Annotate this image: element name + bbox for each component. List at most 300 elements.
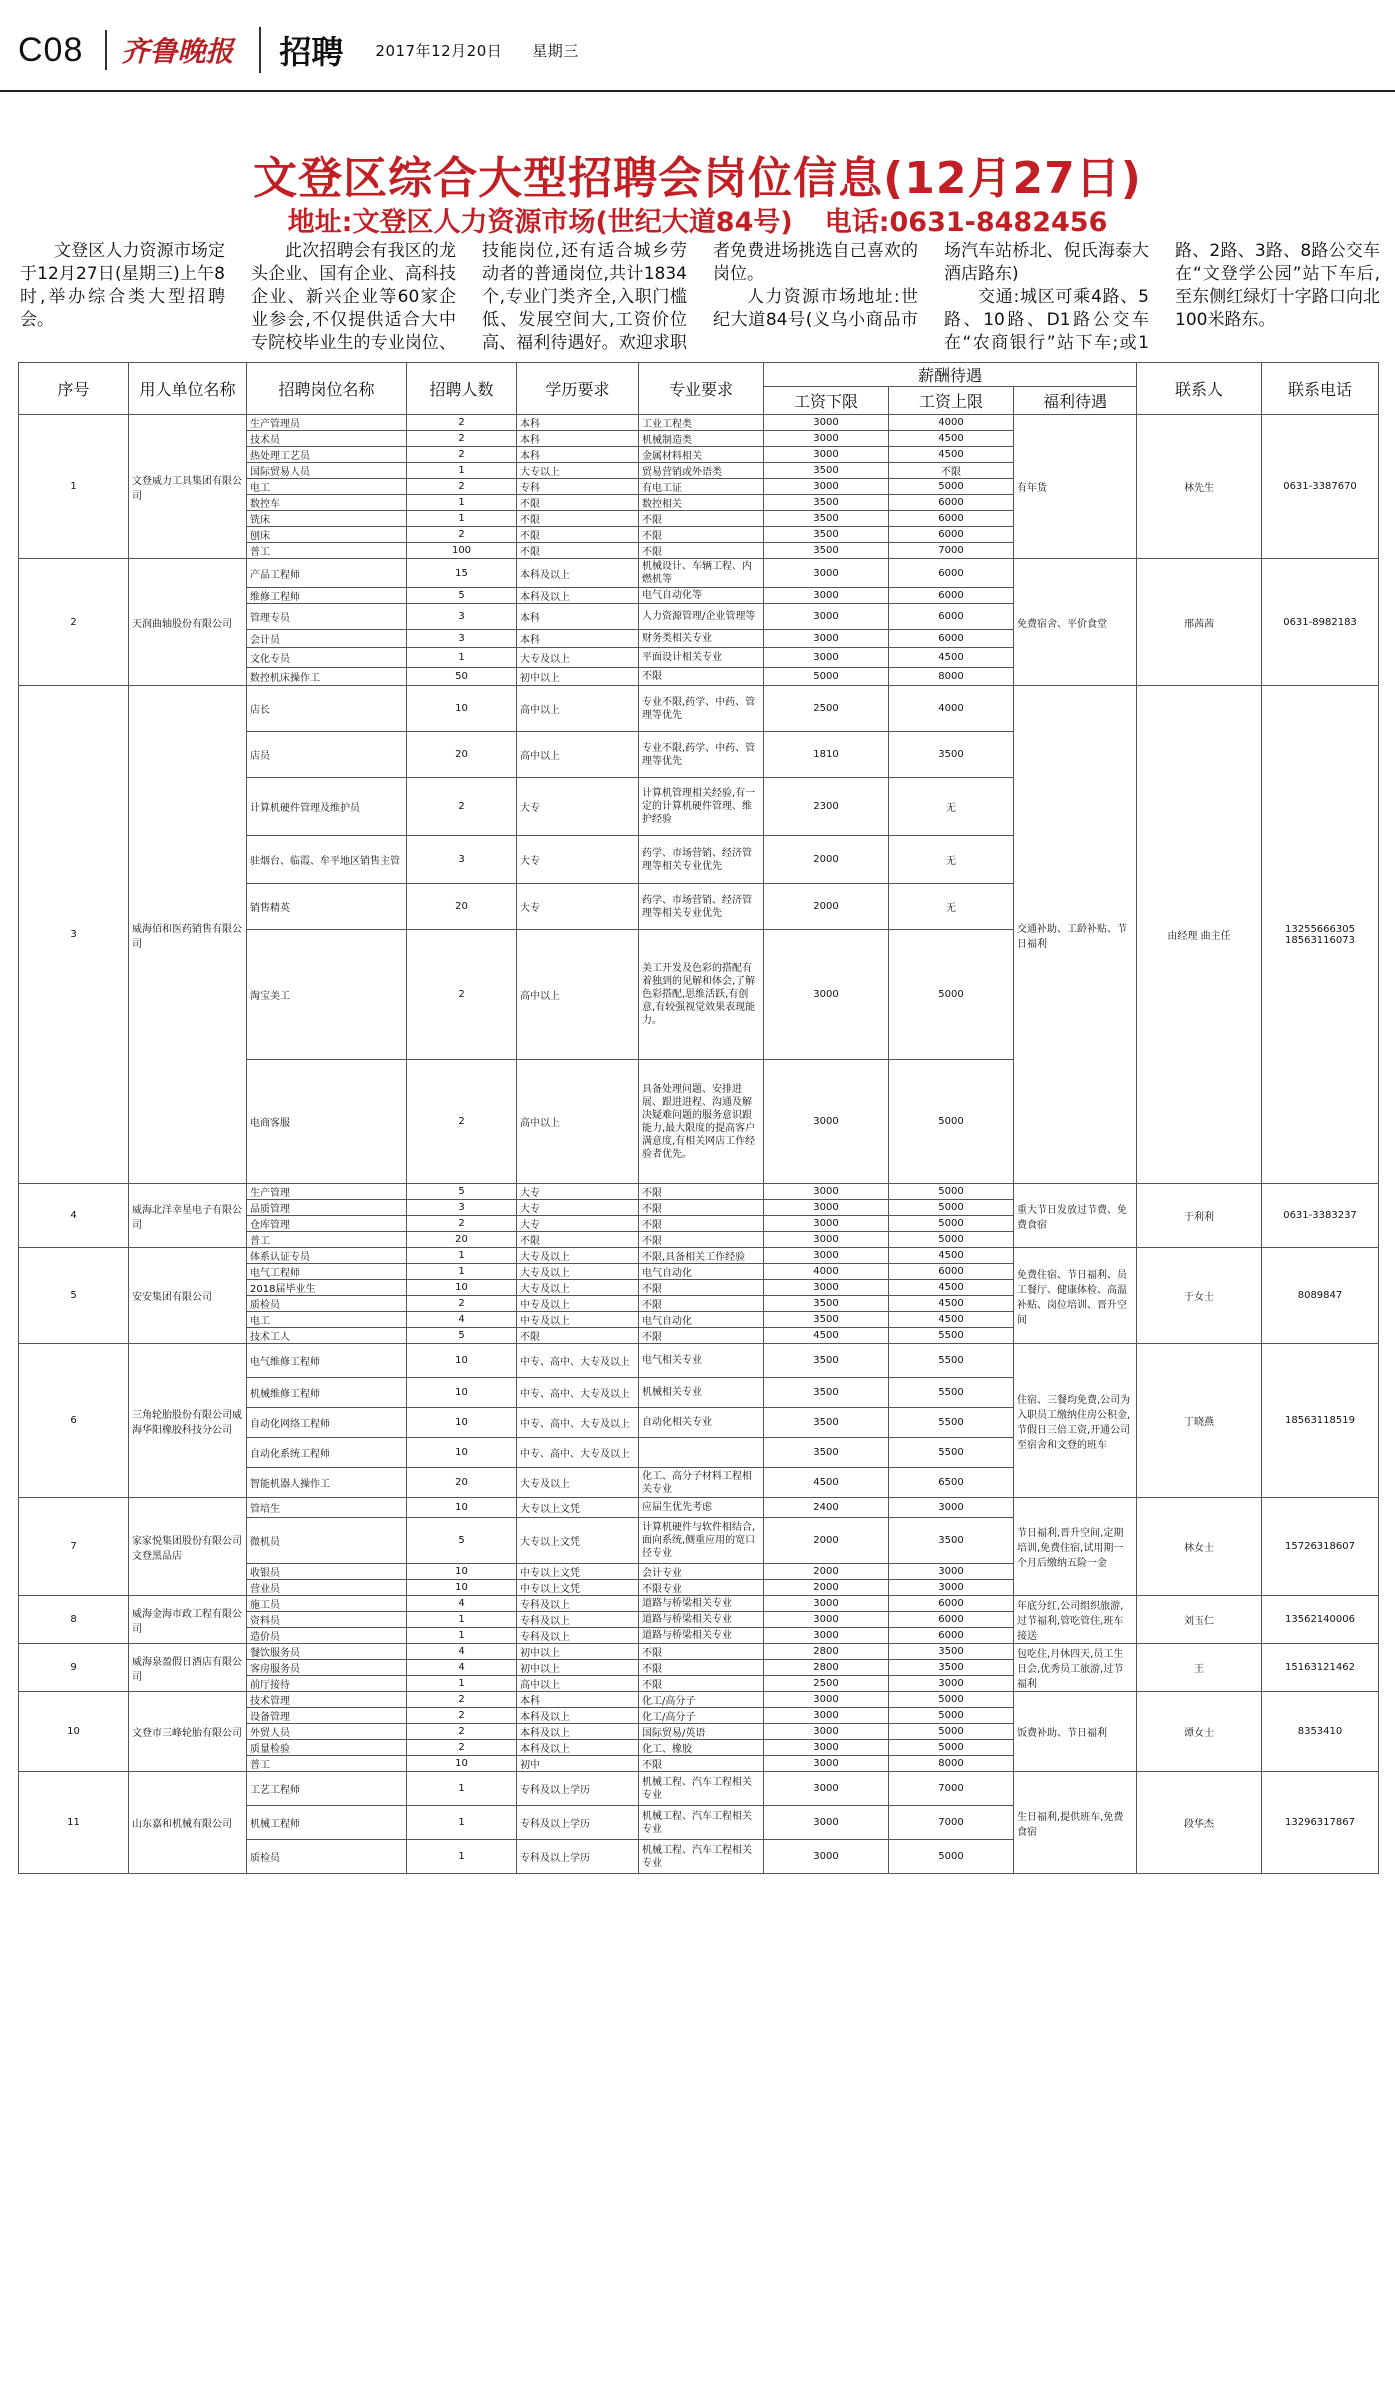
salary-high: 5000 [889, 1692, 1014, 1708]
education-requirement: 中专、高中、大专及以上 [517, 1408, 639, 1438]
intro-paragraph: 文登区人力资源市场定于12月27日(星期三)上午8时,举办综合类大型招聘会。 [20, 241, 225, 330]
major-requirement: 机械设计、车辆工程、内燃机等 [639, 559, 764, 588]
company-name: 三角轮胎股份有限公司威海华阳橡胶科技分公司 [129, 1344, 247, 1498]
contact-person: 丁晓燕 [1137, 1344, 1262, 1498]
position-name: 电气工程师 [247, 1264, 407, 1280]
education-requirement: 大专以上 [517, 463, 639, 479]
company-name: 文登威力工具集团有限公司 [129, 415, 247, 559]
headcount: 10 [407, 1280, 517, 1296]
salary-high: 6000 [889, 1628, 1014, 1644]
position-name: 资料员 [247, 1612, 407, 1628]
salary-high: 6000 [889, 604, 1014, 630]
table-row [19, 559, 1379, 588]
headcount: 3 [407, 604, 517, 630]
headcount: 4 [407, 1660, 517, 1676]
salary-low: 4500 [764, 1328, 889, 1344]
company-name: 家家悦集团股份有限公司文登黑品店 [129, 1498, 247, 1596]
headcount: 50 [407, 668, 517, 686]
position-name: 设备管理 [247, 1708, 407, 1724]
education-requirement: 初中 [517, 1756, 639, 1772]
headcount: 3 [407, 836, 517, 884]
education-requirement: 高中以上 [517, 930, 639, 1060]
major-requirement: 专业不限,药学、中药、管理等优先 [639, 686, 764, 732]
salary-high: 5500 [889, 1344, 1014, 1378]
major-requirement: 不限 [639, 1296, 764, 1312]
education-requirement: 初中以上 [517, 1660, 639, 1676]
education-requirement: 中专及以上 [517, 1312, 639, 1328]
headcount: 10 [407, 1438, 517, 1468]
headcount: 1 [407, 1628, 517, 1644]
education-requirement: 本科 [517, 431, 639, 447]
headcount: 10 [407, 1580, 517, 1596]
salary-low: 3500 [764, 1344, 889, 1378]
education-requirement: 本科及以上 [517, 588, 639, 604]
table-row [19, 1248, 1379, 1264]
education-requirement: 大专及以上 [517, 1280, 639, 1296]
education-requirement: 高中以上 [517, 686, 639, 732]
major-requirement: 不限 [639, 543, 764, 559]
salary-low: 3000 [764, 1724, 889, 1740]
salary-high: 5500 [889, 1328, 1014, 1344]
salary-high: 6000 [889, 527, 1014, 543]
company-number: 8 [19, 1596, 129, 1644]
page-number: C08 [18, 30, 84, 69]
education-requirement: 大专 [517, 1216, 639, 1232]
salary-high: 4500 [889, 1296, 1014, 1312]
major-requirement: 自动化相关专业 [639, 1408, 764, 1438]
salary-low: 3000 [764, 1692, 889, 1708]
education-requirement: 中专以上文凭 [517, 1580, 639, 1596]
contact-phone: 0631-3383237 [1262, 1184, 1379, 1248]
contact-phone: 15163121462 [1262, 1644, 1379, 1692]
position-name: 数控车 [247, 495, 407, 511]
headcount: 1 [407, 1264, 517, 1280]
salary-high: 3500 [889, 1660, 1014, 1676]
major-requirement: 国际贸易/英语 [639, 1724, 764, 1740]
major-requirement: 机械制造类 [639, 431, 764, 447]
table-header [19, 363, 1379, 415]
salary-high: 4500 [889, 431, 1014, 447]
education-requirement: 不限 [517, 1328, 639, 1344]
salary-low: 3000 [764, 630, 889, 648]
headcount: 10 [407, 1378, 517, 1408]
position-name: 生产管理 [247, 1184, 407, 1200]
headcount: 20 [407, 1232, 517, 1248]
position-name: 热处理工艺员 [247, 447, 407, 463]
education-requirement: 中专、高中、大专及以上 [517, 1378, 639, 1408]
education-requirement: 专科 [517, 479, 639, 495]
education-requirement: 中专、高中、大专及以上 [517, 1438, 639, 1468]
salary-high: 6000 [889, 1612, 1014, 1628]
contact-person: 谭女士 [1137, 1692, 1262, 1772]
salary-high: 3500 [889, 1518, 1014, 1564]
weekday-text: 星期三 [532, 41, 579, 60]
newspaper-logo: 齐鲁晚报 [105, 30, 233, 70]
salary-high: 6000 [889, 630, 1014, 648]
salary-high: 4000 [889, 415, 1014, 431]
headcount: 1 [407, 1676, 517, 1692]
header-education: 学历要求 [517, 363, 639, 415]
major-requirement: 药学、市场营销、经济管理等相关专业优先 [639, 884, 764, 930]
headcount: 2 [407, 1708, 517, 1724]
company-name: 威海泉盈假日酒店有限公司 [129, 1644, 247, 1692]
position-name: 技术员 [247, 431, 407, 447]
education-requirement: 大专 [517, 1184, 639, 1200]
header-benefits: 福利待遇 [1014, 387, 1137, 415]
position-name: 智能机器人操作工 [247, 1468, 407, 1498]
header-position: 招聘岗位名称 [247, 363, 407, 415]
company-number: 1 [19, 415, 129, 559]
education-requirement: 初中以上 [517, 668, 639, 686]
education-requirement: 大专 [517, 778, 639, 836]
salary-high: 6000 [889, 511, 1014, 527]
contact-person: 邢茜茜 [1137, 559, 1262, 686]
position-name: 质量检验 [247, 1740, 407, 1756]
salary-high: 4500 [889, 648, 1014, 668]
salary-low: 2000 [764, 1564, 889, 1580]
position-name: 计算机硬件管理及维护员 [247, 778, 407, 836]
headcount: 10 [407, 1498, 517, 1518]
salary-low: 3000 [764, 447, 889, 463]
salary-high: 5000 [889, 1060, 1014, 1184]
position-name: 电工 [247, 1312, 407, 1328]
header-rule [0, 90, 1395, 92]
contact-person: 林先生 [1137, 415, 1262, 559]
salary-high: 5000 [889, 1200, 1014, 1216]
education-requirement: 中专及以上 [517, 1296, 639, 1312]
salary-low: 3000 [764, 1248, 889, 1264]
salary-low: 3000 [764, 604, 889, 630]
table-row [19, 415, 1379, 431]
education-requirement: 不限 [517, 527, 639, 543]
major-requirement: 不限 [639, 668, 764, 686]
contact-person: 于女士 [1137, 1248, 1262, 1344]
table-row [19, 686, 1379, 732]
headcount: 2 [407, 431, 517, 447]
table-row [19, 1184, 1379, 1200]
benefits: 住宿、三餐均免费,公司为入职员工缴纳住房公积金,节假日三倍工资,开通公司至宿舍和文登的班车 [1014, 1344, 1137, 1498]
salary-high: 7000 [889, 543, 1014, 559]
contact-phone: 8089847 [1262, 1248, 1379, 1344]
major-requirement: 不限 [639, 1676, 764, 1692]
header-contact: 联系人 [1137, 363, 1262, 415]
education-requirement: 大专及以上 [517, 1264, 639, 1280]
major-requirement: 不限 [639, 511, 764, 527]
salary-high: 5500 [889, 1408, 1014, 1438]
salary-low: 2000 [764, 884, 889, 930]
phone-text: 电话:0631-8482456 [824, 207, 1108, 238]
education-requirement: 大专以上文凭 [517, 1498, 639, 1518]
headcount: 1 [407, 1248, 517, 1264]
major-requirement: 电气自动化 [639, 1312, 764, 1328]
intro-paragraph: 此次招聘会有我区的龙头企业、国有企业、高科技企业、新兴企业等60家企业参会,不仅提供适合大中专院校毕业生的专业岗位、技能岗位,还有适合城乡劳动者的普通岗位,共计1834个,专业门类齐全,入职门槛低、发展空间大,工资价位高、福利待遇好。欢迎求职者免费进场挑选自己喜欢的岗位。 [251, 241, 918, 353]
education-requirement: 大专 [517, 1200, 639, 1216]
company-number: 6 [19, 1344, 129, 1498]
header-major: 专业要求 [639, 363, 764, 415]
position-name: 生产管理员 [247, 415, 407, 431]
salary-high: 3000 [889, 1498, 1014, 1518]
position-name: 技术管理 [247, 1692, 407, 1708]
salary-high: 6000 [889, 588, 1014, 604]
position-name: 管理专员 [247, 604, 407, 630]
benefits: 饭费补助、节日福利 [1014, 1692, 1137, 1772]
salary-low: 5000 [764, 668, 889, 686]
salary-high: 6000 [889, 1264, 1014, 1280]
contact-phone: 8353410 [1262, 1692, 1379, 1772]
major-requirement: 计算机硬件与软件相结合,面向系统,侧重应用的宽口径专业 [639, 1518, 764, 1564]
company-number: 2 [19, 559, 129, 686]
headcount: 20 [407, 884, 517, 930]
headcount: 2 [407, 1724, 517, 1740]
company-number: 11 [19, 1772, 129, 1874]
contact-person: 段华杰 [1137, 1772, 1262, 1874]
salary-low: 3000 [764, 1740, 889, 1756]
salary-low: 2800 [764, 1660, 889, 1676]
position-name: 淘宝美工 [247, 930, 407, 1060]
major-requirement: 贸易营销或外语类 [639, 463, 764, 479]
header-salary-high: 工资上限 [889, 387, 1014, 415]
major-requirement: 不限 [639, 1756, 764, 1772]
headcount: 10 [407, 686, 517, 732]
salary-high: 无 [889, 836, 1014, 884]
major-requirement: 应届生优先考虑 [639, 1498, 764, 1518]
major-requirement: 平面设计相关专业 [639, 648, 764, 668]
salary-high: 3000 [889, 1564, 1014, 1580]
major-requirement: 化工/高分子 [639, 1692, 764, 1708]
education-requirement: 不限 [517, 495, 639, 511]
salary-high: 5000 [889, 1724, 1014, 1740]
major-requirement: 具备处理问题、安排进展、跟进进程、沟通及解决疑难问题的服务意识跟能力,最大限度的提高客户满意度,有相关网店工作经验者优先。 [639, 1060, 764, 1184]
education-requirement: 专科及以上学历 [517, 1772, 639, 1806]
contact-person: 由经理 曲主任 [1137, 686, 1262, 1184]
salary-low: 3000 [764, 930, 889, 1060]
article-headline: 文登区综合大型招聘会岗位信息(12月27日) [253, 153, 1142, 204]
major-requirement: 药学、市场营销、经济管理等相关专业优先 [639, 836, 764, 884]
major-requirement: 机械工程、汽车工程相关专业 [639, 1772, 764, 1806]
salary-low: 3500 [764, 1312, 889, 1328]
headcount: 10 [407, 1344, 517, 1378]
education-requirement: 大专及以上 [517, 648, 639, 668]
salary-high: 5500 [889, 1438, 1014, 1468]
headcount: 1 [407, 1806, 517, 1840]
salary-high: 6000 [889, 559, 1014, 588]
major-requirement: 电气自动化等 [639, 588, 764, 604]
education-requirement: 中专以上文凭 [517, 1564, 639, 1580]
headcount: 1 [407, 511, 517, 527]
major-requirement: 不限 [639, 1660, 764, 1676]
major-requirement: 电气相关专业 [639, 1344, 764, 1378]
education-requirement: 专科及以上 [517, 1596, 639, 1612]
salary-low: 2500 [764, 686, 889, 732]
address-text: 地址:文登区人力资源市场(世纪大道84号) [287, 207, 793, 238]
position-name: 电工 [247, 479, 407, 495]
position-name: 机械维修工程师 [247, 1378, 407, 1408]
salary-high: 4000 [889, 686, 1014, 732]
major-requirement: 不限专业 [639, 1580, 764, 1596]
salary-low: 3500 [764, 1438, 889, 1468]
company-number: 7 [19, 1498, 129, 1596]
education-requirement: 本科 [517, 415, 639, 431]
table-row [19, 1692, 1379, 1708]
company-name: 威海北洋幸星电子有限公司 [129, 1184, 247, 1248]
position-name: 仓库管理 [247, 1216, 407, 1232]
salary-low: 2000 [764, 836, 889, 884]
contact-phone: 0631-3387670 [1262, 415, 1379, 559]
major-requirement: 会计专业 [639, 1564, 764, 1580]
position-name: 数控机床操作工 [247, 668, 407, 686]
salary-high: 5000 [889, 1740, 1014, 1756]
company-number: 10 [19, 1692, 129, 1772]
headcount: 2 [407, 479, 517, 495]
intro-text [20, 240, 1380, 356]
education-requirement: 本科及以上 [517, 559, 639, 588]
education-requirement: 大专及以上 [517, 1468, 639, 1498]
benefits: 节日福利,晋升空间,定期培训,免费住宿,试用期一个月后缴纳五险一金 [1014, 1498, 1137, 1596]
major-requirement: 电气自动化 [639, 1264, 764, 1280]
headcount: 1 [407, 495, 517, 511]
headcount: 10 [407, 1408, 517, 1438]
intro-paragraph: 人力资源市场地址:世纪大道84号(义乌小商品市场汽车站桥北、倪氏海泰大酒店路东) [713, 241, 1149, 330]
salary-low: 3500 [764, 495, 889, 511]
position-name: 产品工程师 [247, 559, 407, 588]
salary-high: 5000 [889, 1216, 1014, 1232]
major-requirement: 机械工程、汽车工程相关专业 [639, 1806, 764, 1840]
position-name: 餐饮服务员 [247, 1644, 407, 1660]
position-name: 维修工程师 [247, 588, 407, 604]
company-name: 文登市三峰轮胎有限公司 [129, 1692, 247, 1772]
headcount: 4 [407, 1644, 517, 1660]
major-requirement: 道路与桥梁相关专业 [639, 1612, 764, 1628]
position-name: 施工员 [247, 1596, 407, 1612]
intro-paragraph: 交通:城区可乘4路、5路、10路、D1路公交车在“农商银行”站下车;或1路、2路、3路、8路公交车在“文登学公园”站下车后,至东侧红绿灯十字路口向北100米路东。 [944, 241, 1380, 353]
headcount: 1 [407, 1772, 517, 1806]
salary-low: 3000 [764, 1596, 889, 1612]
contact-phone: 13296317867 [1262, 1772, 1379, 1874]
education-requirement: 初中以上 [517, 1644, 639, 1660]
salary-high: 5000 [889, 1184, 1014, 1200]
salary-low: 3000 [764, 559, 889, 588]
major-requirement: 不限 [639, 1216, 764, 1232]
salary-low: 3000 [764, 1806, 889, 1840]
salary-low: 3500 [764, 1408, 889, 1438]
company-name: 山东嘉和机械有限公司 [129, 1772, 247, 1874]
headcount: 20 [407, 1468, 517, 1498]
salary-low: 2500 [764, 1676, 889, 1692]
company-name: 威海佰和医药销售有限公司 [129, 686, 247, 1184]
company-name: 安安集团有限公司 [129, 1248, 247, 1344]
salary-low: 2000 [764, 1518, 889, 1564]
salary-low: 3000 [764, 1280, 889, 1296]
education-requirement: 不限 [517, 511, 639, 527]
education-requirement: 大专以上文凭 [517, 1518, 639, 1564]
major-requirement: 不限 [639, 1280, 764, 1296]
benefits: 交通补助、工龄补贴、节日福利 [1014, 686, 1137, 1184]
jobs-table [18, 362, 1379, 1874]
major-requirement: 工业工程类 [639, 415, 764, 431]
salary-high: 无 [889, 778, 1014, 836]
education-requirement: 中专、高中、大专及以上 [517, 1344, 639, 1378]
salary-low: 3000 [764, 1216, 889, 1232]
header-phone: 联系电话 [1262, 363, 1379, 415]
headcount: 2 [407, 930, 517, 1060]
salary-low: 3000 [764, 648, 889, 668]
major-requirement: 道路与桥梁相关专业 [639, 1628, 764, 1644]
issue-date [375, 40, 608, 61]
headcount: 5 [407, 1184, 517, 1200]
headcount: 20 [407, 732, 517, 778]
position-name: 电气维修工程师 [247, 1344, 407, 1378]
position-name: 品质管理 [247, 1200, 407, 1216]
salary-high: 5000 [889, 930, 1014, 1060]
education-requirement: 专科及以上 [517, 1612, 639, 1628]
position-name: 店长 [247, 686, 407, 732]
education-requirement: 本科及以上 [517, 1740, 639, 1756]
salary-low: 3000 [764, 479, 889, 495]
contact-person: 刘玉仁 [1137, 1596, 1262, 1644]
major-requirement: 不限 [639, 1200, 764, 1216]
education-requirement: 高中以上 [517, 1676, 639, 1692]
headcount: 5 [407, 1518, 517, 1564]
education-requirement: 专科及以上学历 [517, 1840, 639, 1874]
education-requirement: 本科 [517, 604, 639, 630]
benefits: 包吃住,月休四天,员工生日会,优秀员工旅游,过节福利 [1014, 1644, 1137, 1692]
company-name: 天润曲轴股份有限公司 [129, 559, 247, 686]
headcount: 1 [407, 463, 517, 479]
position-name: 店员 [247, 732, 407, 778]
position-name: 国际贸易人员 [247, 463, 407, 479]
salary-low: 3000 [764, 1756, 889, 1772]
major-requirement: 道路与桥梁相关专业 [639, 1596, 764, 1612]
headcount: 2 [407, 1740, 517, 1756]
salary-low: 3000 [764, 1628, 889, 1644]
education-requirement: 专科及以上学历 [517, 1806, 639, 1840]
contact-phone: 0631-8982183 [1262, 559, 1379, 686]
salary-low: 3000 [764, 415, 889, 431]
position-name: 微机员 [247, 1518, 407, 1564]
major-requirement: 机械工程、汽车工程相关专业 [639, 1840, 764, 1874]
position-name: 技术工人 [247, 1328, 407, 1344]
position-name: 质检员 [247, 1840, 407, 1874]
headcount: 2 [407, 1296, 517, 1312]
headcount: 10 [407, 1756, 517, 1772]
date-text: 2017年12月20日 [375, 41, 503, 60]
company-number: 5 [19, 1248, 129, 1344]
position-name: 驻烟台、临霞、牟平地区销售主管 [247, 836, 407, 884]
position-name: 自动化系统工程师 [247, 1438, 407, 1468]
major-requirement: 美工开发及色彩的搭配有着独到的见解和体会,了解色彩搭配,思维活跃,有创意,有较强视觉效果表现能力。 [639, 930, 764, 1060]
benefits: 有年货 [1014, 415, 1137, 559]
position-name: 质检员 [247, 1296, 407, 1312]
contact-phone: 18563118519 [1262, 1344, 1379, 1498]
position-name: 营业员 [247, 1580, 407, 1596]
headcount: 2 [407, 778, 517, 836]
headcount: 5 [407, 1328, 517, 1344]
major-requirement: 不限 [639, 527, 764, 543]
salary-low: 2400 [764, 1498, 889, 1518]
position-name: 销售精英 [247, 884, 407, 930]
education-requirement: 本科及以上 [517, 1708, 639, 1724]
major-requirement: 不限 [639, 1328, 764, 1344]
education-requirement: 大专 [517, 884, 639, 930]
education-requirement: 本科 [517, 1692, 639, 1708]
major-requirement: 金属材料相关 [639, 447, 764, 463]
masthead [18, 22, 609, 78]
salary-low: 3000 [764, 1184, 889, 1200]
education-requirement: 专科及以上 [517, 1628, 639, 1644]
headcount: 3 [407, 1200, 517, 1216]
headcount: 10 [407, 1564, 517, 1580]
company-number: 9 [19, 1644, 129, 1692]
